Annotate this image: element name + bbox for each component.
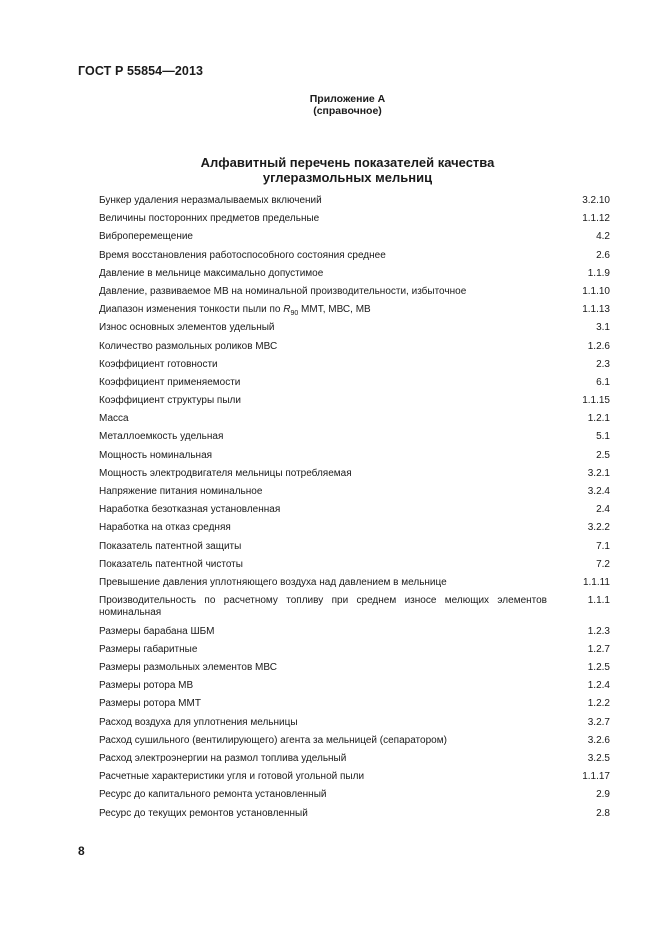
entry-clause-ref: 1.2.2 xyxy=(587,698,610,710)
entry-term: Наработка безотказная установленная xyxy=(99,504,281,516)
entry-clause-ref: 1.2.3 xyxy=(587,625,610,637)
entry-term: Размеры ротора ММТ xyxy=(99,698,201,710)
index-entry xyxy=(99,377,610,395)
entry-term: Коэффициент применяемости xyxy=(99,376,241,388)
entry-term: Расход сушильного (вентилирующего) агента за мельницей (сепаратором) xyxy=(99,734,447,746)
document-code: ГОСТ Р 55854—2013 xyxy=(78,64,204,78)
index-title-line-2: углеразмольных мельниц xyxy=(262,170,433,185)
entry-clause-ref: 1.1.13 xyxy=(582,304,610,316)
entry-clause-ref: 3.2.7 xyxy=(587,716,610,728)
index-entry xyxy=(99,504,610,522)
index-title xyxy=(150,155,545,185)
entry-clause-ref: 1.2.7 xyxy=(587,643,610,655)
entry-clause-ref: 5.1 xyxy=(596,431,610,443)
entry-term: Размеры ротора МВ xyxy=(99,680,194,692)
entry-clause-ref: 3.2.1 xyxy=(587,467,610,479)
entry-term: Расход электроэнергии на размол топлива удельный xyxy=(99,753,347,765)
entry-term: Размеры размольных элементов МВС xyxy=(99,662,277,674)
index-entry xyxy=(99,698,610,716)
entry-term: Напряжение питания номинальное xyxy=(99,486,263,497)
entry-term: Показатель патентной чистоты xyxy=(99,558,243,570)
page-number: 8 xyxy=(78,844,85,858)
index-entry xyxy=(99,662,610,680)
index-list xyxy=(99,195,610,826)
entry-term: Износ основных элементов удельный xyxy=(99,322,275,334)
index-entry xyxy=(99,395,610,413)
index-entry xyxy=(99,595,610,626)
entry-clause-ref: 3.1 xyxy=(596,322,610,334)
appendix-label: Приложение А xyxy=(309,93,386,105)
entry-term: Размеры габаритные xyxy=(99,643,198,655)
index-entry xyxy=(99,680,610,698)
entry-clause-ref: 2.6 xyxy=(596,249,610,261)
entry-term: Количество размольных роликов МВС xyxy=(99,340,278,352)
entry-term: Давление, развиваемое МВ на номинальной производительности, избыточное xyxy=(99,285,467,297)
index-entry xyxy=(99,522,610,540)
entry-clause-ref: 3.2.6 xyxy=(587,734,610,746)
appendix-heading xyxy=(230,93,465,117)
entry-term: Время восстановления работоспособного состояния среднее xyxy=(99,249,386,261)
entry-clause-ref: 1.1.10 xyxy=(582,285,610,297)
entry-term: Величины посторонних предметов предельные xyxy=(99,213,320,225)
entry-clause-ref: 1.1.11 xyxy=(582,576,610,588)
entry-clause-ref: 3.2.2 xyxy=(587,522,610,534)
entry-term: Металлоемкость удельная xyxy=(99,431,224,443)
entry-clause-ref: 3.2.4 xyxy=(587,486,610,497)
entry-term: Давление в мельнице максимально допустимое xyxy=(99,267,324,279)
entry-term-prefix: Диапазон изменения тонкости пыли по xyxy=(99,304,284,316)
entry-term: Размеры барабана ШБМ xyxy=(99,625,215,637)
entry-term-subscript: 90 xyxy=(290,310,299,318)
entry-clause-ref: 1.1.15 xyxy=(582,395,610,407)
index-entry xyxy=(99,322,610,340)
index-entry xyxy=(99,286,610,304)
entry-term: Масса xyxy=(99,413,129,425)
entry-clause-ref: 7.2 xyxy=(596,558,610,570)
entry-clause-ref: 1.1.1 xyxy=(587,595,610,607)
entry-clause-ref: 1.1.12 xyxy=(582,213,610,225)
index-entry xyxy=(99,771,610,789)
entry-clause-ref: 1.1.9 xyxy=(587,267,610,279)
entry-term: Расчетные характеристики угля и готовой угольной пыли xyxy=(99,771,365,783)
appendix-note: (справочное) xyxy=(313,105,382,117)
index-title-line-1: Алфавитный перечень показателей качества xyxy=(200,155,495,170)
entry-clause-ref: 4.2 xyxy=(596,231,610,243)
index-entry xyxy=(99,808,610,826)
entry-clause-ref: 2.8 xyxy=(596,807,610,819)
entry-term: Превышение давления уплотняющего воздуха над давлением в мельнице xyxy=(99,576,447,588)
entry-term xyxy=(99,304,547,320)
index-entry xyxy=(99,717,610,735)
entry-clause-ref: 1.2.1 xyxy=(587,413,610,425)
entry-term: Коэффициент структуры пыли xyxy=(99,395,241,407)
entry-clause-ref: 2.3 xyxy=(596,358,610,370)
entry-clause-ref: 1.2.4 xyxy=(587,680,610,692)
index-entry xyxy=(99,626,610,644)
index-entry xyxy=(99,559,610,577)
index-entry xyxy=(99,195,610,213)
index-entry xyxy=(99,577,610,595)
entry-term: Наработка на отказ средняя xyxy=(99,522,231,534)
entry-term: Коэффициент готовности xyxy=(99,358,218,370)
index-entry xyxy=(99,541,610,559)
index-entry xyxy=(99,753,610,771)
entry-term-symbol: R xyxy=(283,304,291,316)
index-entry xyxy=(99,231,610,249)
entry-clause-ref: 1.2.5 xyxy=(587,662,610,674)
entry-term: Бункер удаления неразмалываемых включений xyxy=(99,195,322,206)
entry-term: Расход воздуха для уплотнения мельницы xyxy=(99,716,298,728)
index-entry xyxy=(99,213,610,231)
index-entry xyxy=(99,359,610,377)
index-entry xyxy=(99,268,610,286)
entry-clause-ref: 1.1.17 xyxy=(582,771,610,783)
entry-clause-ref: 3.2.5 xyxy=(587,753,610,765)
index-entry xyxy=(99,304,610,322)
entry-term: Виброперемещение xyxy=(99,231,193,243)
entry-clause-ref: 1.2.6 xyxy=(587,340,610,352)
index-entry xyxy=(99,413,610,431)
entry-term: Мощность номинальная xyxy=(99,449,213,461)
index-entry xyxy=(99,450,610,468)
entry-clause-ref: 2.9 xyxy=(596,789,610,801)
entry-clause-ref: 7.1 xyxy=(596,540,610,552)
entry-term: Показатель патентной защиты xyxy=(99,540,242,552)
entry-term: Производительность по расчетному топливу при среднем износе мелющих элементов номинальная xyxy=(99,595,547,619)
index-entry xyxy=(99,735,610,753)
index-entry xyxy=(99,486,610,504)
index-entry xyxy=(99,644,610,662)
entry-term: Мощность электродвигателя мельницы потребляемая xyxy=(99,467,352,479)
index-entry xyxy=(99,431,610,449)
index-entry xyxy=(99,789,610,807)
entry-clause-ref: 6.1 xyxy=(596,376,610,388)
entry-clause-ref: 2.5 xyxy=(596,449,610,461)
index-entry xyxy=(99,341,610,359)
entry-term: Ресурс до капитального ремонта установленный xyxy=(99,789,327,801)
entry-clause-ref: 2.4 xyxy=(596,504,610,516)
entry-clause-ref: 3.2.10 xyxy=(582,195,610,206)
index-entry xyxy=(99,250,610,268)
entry-term-suffix: ММТ, МВС, МВ xyxy=(298,304,371,316)
index-entry xyxy=(99,468,610,486)
entry-term: Ресурс до текущих ремонтов установленный xyxy=(99,807,308,819)
